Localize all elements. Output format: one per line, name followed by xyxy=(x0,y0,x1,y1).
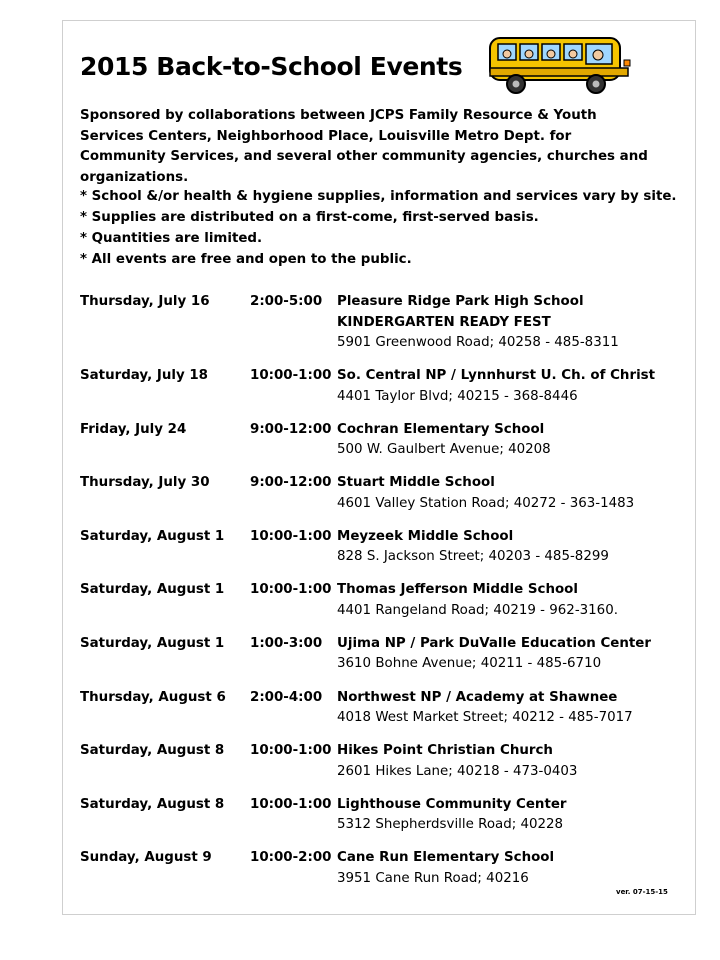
event-time: 9:00-12:00 xyxy=(250,421,332,437)
event-row xyxy=(80,688,680,742)
event-info xyxy=(337,292,619,354)
event-venue: Thomas Jefferson Middle School xyxy=(337,582,578,598)
event-info xyxy=(337,634,651,675)
event-date: Saturday, July 18 xyxy=(80,368,208,383)
event-address: 4601 Valley Station Road; 40272 - 363-1483 xyxy=(337,495,635,511)
page-title: 2015 Back-to-School Events xyxy=(80,52,463,81)
event-time: 10:00-1:00 xyxy=(250,528,332,544)
event-venue: So. Central NP / Lynnhurst U. Ch. of Christ xyxy=(337,368,656,383)
event-info xyxy=(337,580,618,621)
version-label: ver. 07-15-15 xyxy=(616,888,668,896)
event-time: 10:00-1:00 xyxy=(250,582,332,598)
event-venue: Hikes Point Christian Church xyxy=(337,743,553,759)
event-venue: Ujima NP / Park DuValle Education Center xyxy=(337,635,651,651)
event-row xyxy=(80,634,680,688)
event-address: 4018 West Market Street; 40212 - 485-7017 xyxy=(337,710,633,726)
event-row xyxy=(80,741,680,795)
note-item: * Quantities are limited. xyxy=(80,231,263,246)
event-info xyxy=(337,848,554,889)
event-info xyxy=(337,420,551,461)
event-date: Thursday, July 16 xyxy=(80,294,210,309)
event-venue: Northwest NP / Academy at Shawnee xyxy=(337,689,618,705)
event-venue: Stuart Middle School xyxy=(337,475,495,491)
event-date: Saturday, August 1 xyxy=(80,582,225,598)
event-subtitle: KINDERGARTEN READY FEST xyxy=(337,314,551,330)
note-item: * School &/or health & hygiene supplies, information and services vary by site. xyxy=(80,189,677,204)
event-info xyxy=(337,366,655,407)
event-venue: Cochran Elementary School xyxy=(337,421,545,437)
event-row xyxy=(80,527,680,581)
event-date: Saturday, August 8 xyxy=(80,796,225,812)
event-venue: Lighthouse Community Center xyxy=(337,796,567,812)
event-address: 3610 Bohne Avenue; 40211 - 485-6710 xyxy=(337,656,602,672)
school-bus-icon xyxy=(486,28,636,98)
event-address: 5312 Shepherdsville Road; 40228 xyxy=(337,817,564,833)
event-info xyxy=(337,741,577,782)
event-row xyxy=(80,366,680,420)
event-address: 4401 Rangeland Road; 40219 - 962-3160. xyxy=(337,602,618,618)
event-address: 828 S. Jackson Street; 40203 - 485-8299 xyxy=(337,549,609,565)
event-row xyxy=(80,795,680,849)
event-address: 500 W. Gaulbert Avenue; 40208 xyxy=(337,442,551,458)
event-address: 3951 Cane Run Road; 40216 xyxy=(337,870,529,886)
event-date: Saturday, August 1 xyxy=(80,635,225,651)
intro-text: Sponsored by collaborations between JCPS Family Resource & Youth Services Centers, Neighborhood Place, Louisville Metro Dept. for Community Services, and several other community agencies, churches and organizations. xyxy=(80,108,648,185)
event-row xyxy=(80,420,680,474)
event-venue: Meyzeek Middle School xyxy=(337,528,514,544)
event-row xyxy=(80,473,680,527)
event-info xyxy=(337,688,633,729)
event-info xyxy=(337,795,567,836)
event-row xyxy=(80,848,680,902)
event-address: 5901 Greenwood Road; 40258 - 485-8311 xyxy=(337,335,619,350)
event-time: 10:00-2:00 xyxy=(250,850,332,866)
sponsor-intro xyxy=(80,106,650,188)
event-time: 10:00-1:00 xyxy=(250,743,332,759)
event-date: Saturday, August 1 xyxy=(80,528,225,544)
event-time: 1:00-3:00 xyxy=(250,635,323,651)
notes-list xyxy=(80,186,680,270)
event-time: 10:00-1:00 xyxy=(250,368,332,383)
event-row xyxy=(80,580,680,634)
event-address: 4401 Taylor Blvd; 40215 - 368-8446 xyxy=(337,388,578,404)
event-date: Friday, July 24 xyxy=(80,421,187,437)
event-info xyxy=(337,473,634,514)
event-time: 2:00-4:00 xyxy=(250,689,323,705)
event-address: 2601 Hikes Lane; 40218 - 473-0403 xyxy=(337,763,578,779)
event-date: Thursday, July 30 xyxy=(80,475,210,491)
event-time: 2:00-5:00 xyxy=(250,294,323,309)
event-time: 10:00-1:00 xyxy=(250,796,332,812)
event-date: Thursday, August 6 xyxy=(80,689,226,705)
event-date: Sunday, August 9 xyxy=(80,850,212,866)
note-item: * Supplies are distributed on a first-come, first-served basis. xyxy=(80,210,539,225)
event-venue: Cane Run Elementary School xyxy=(337,850,555,866)
event-venue: Pleasure Ridge Park High School xyxy=(337,294,584,309)
events-list xyxy=(80,292,680,902)
note-item: * All events are free and open to the public. xyxy=(80,252,412,267)
event-row xyxy=(80,292,680,366)
event-time: 9:00-12:00 xyxy=(250,475,332,491)
event-info xyxy=(337,527,609,568)
event-date: Saturday, August 8 xyxy=(80,743,225,759)
